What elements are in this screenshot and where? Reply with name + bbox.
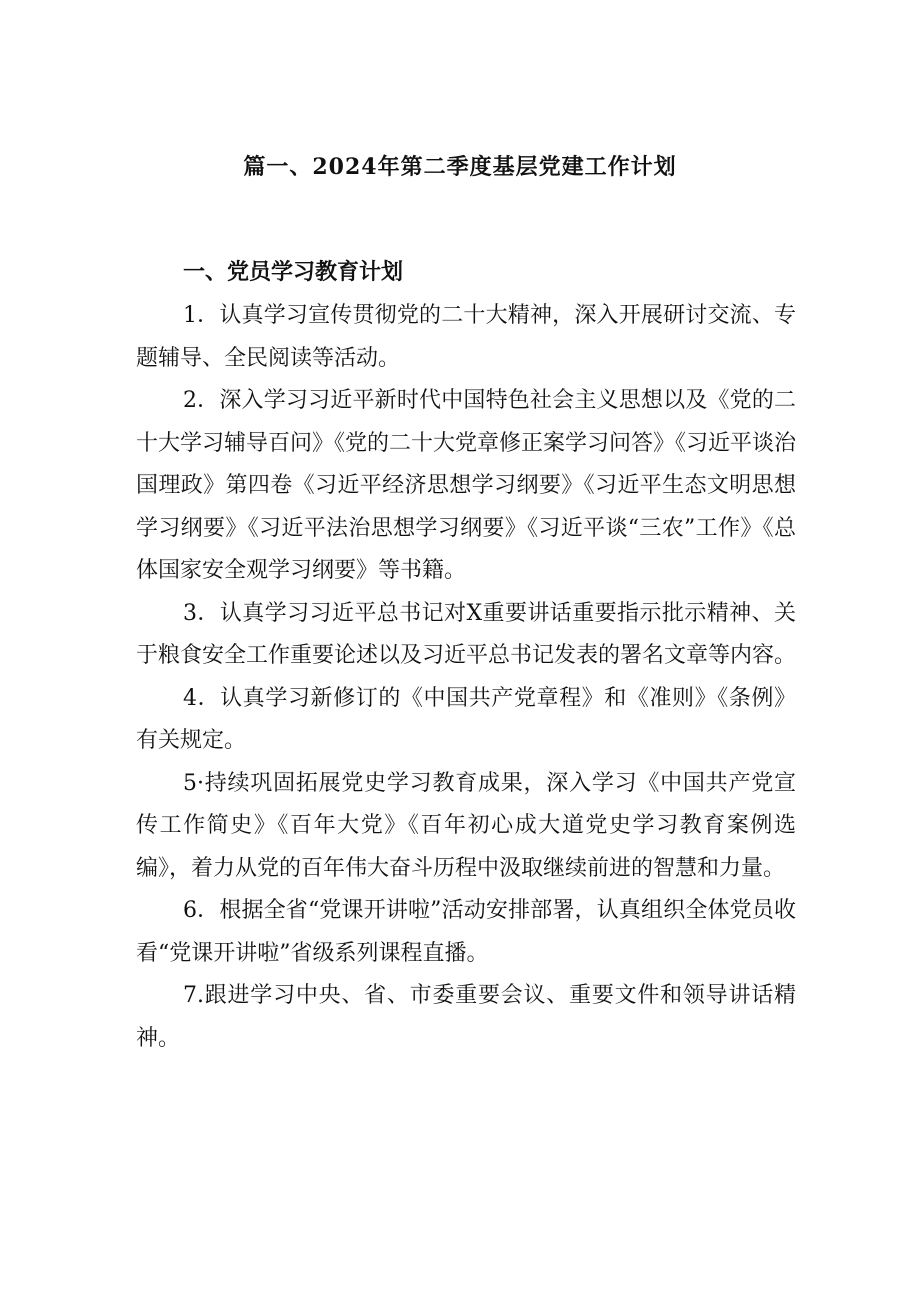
section-heading: 一、党员学习教育计划 (183, 259, 404, 285)
paragraph-5: 5·持续巩固拓展党史学习教育成果，深入学习《中国共产党宣传工作简史》《百年大党》《百年初心成大道党史学习教育案例选编》，着力从党的百年伟大奋斗历程中汲取继续前进的智慧和力量。 (136, 770, 796, 881)
document-body (136, 295, 796, 1060)
paragraph-3: 3．认真学习习近平总书记对X重要讲话重要指示批示精神、关于粮食安全工作重要论述以及习近平总书记发表的署名文章等内容。 (136, 600, 797, 668)
paragraph-6: 6．根据全省“党课开讲啦”活动安排部署，认真组织全体党员收看“党课开讲啦”省级系列课程直播。 (136, 898, 796, 966)
paragraph-1: 1．认真学习宣传贯彻党的二十大精神，深入开展研讨交流、专题辅导、全民阅读等活动。 (136, 303, 796, 371)
paragraph-7: 7.跟进学习中央、省、市委重要会议、重要文件和领导讲话精神。 (136, 983, 796, 1051)
paragraph-4: 4．认真学习新修订的《中国共产党章程》和《准则》《条例》有关规定。 (136, 685, 796, 753)
paragraph-2: 2．深入学习习近平新时代中国特色社会主义思想以及《党的二十大学习辅导百问》《党的二十大党章修正案学习问答》《习近平谈治国理政》第四卷《习近平经济思想学习纲要》《习近平生态文明思想学习纲要》《习近平法治思想学习纲要》《习近平谈“三农”工作》《总体国家安全观学习纲要》等书籍。 (136, 388, 797, 583)
document-title: 篇一、2024年第二季度基层党建工作计划 (243, 154, 677, 180)
